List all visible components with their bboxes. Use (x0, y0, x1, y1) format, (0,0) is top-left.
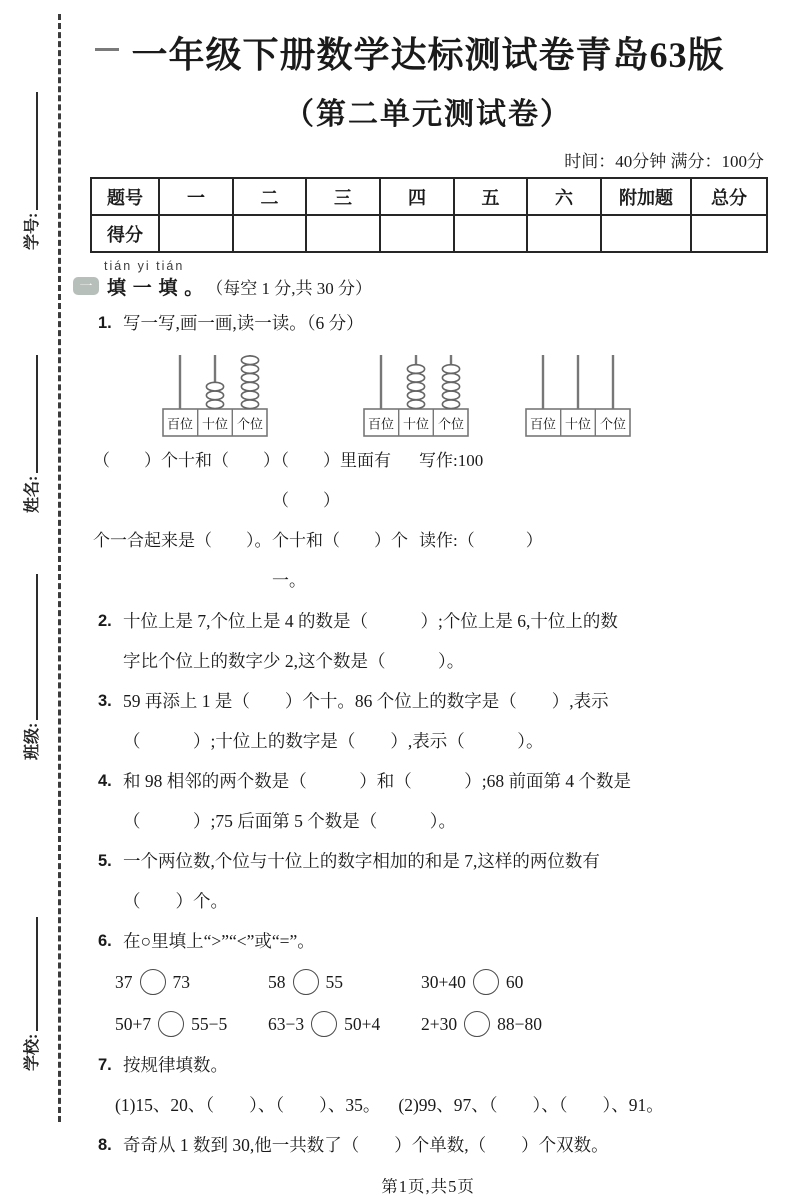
left-value: 63−3 (268, 1014, 305, 1034)
svg-text:个位: 个位 (437, 416, 465, 432)
class-label: 班级: (23, 722, 41, 760)
blank-line (22, 92, 38, 210)
comparison-item (115, 961, 268, 1003)
comparison-item (421, 1003, 766, 1045)
question-text-line: 字比个位上的数字少 2,这个数是（ ）。 (123, 651, 465, 671)
left-value: 58 (268, 972, 286, 992)
sidebar-field-student-number (17, 80, 43, 250)
col-three: 三 (306, 178, 380, 215)
comparison-circle (158, 1011, 184, 1037)
question-text-line: 和 98 相邻的两个数是（ ）和（ ）;68 前面第 4 个数是 (123, 771, 631, 791)
question-text-line: （ ）个。 (123, 891, 228, 911)
abacus-diagram-2 (363, 351, 469, 444)
abacus-diagram-3 (525, 351, 631, 444)
abacus-figures (90, 351, 766, 441)
right-value: 55 (325, 972, 343, 992)
comparison-circle (311, 1011, 337, 1037)
page-footer: 第1页,共5页 (381, 1177, 475, 1196)
question-number: 1. (98, 314, 112, 332)
name-label: 姓名: (23, 475, 41, 513)
question-6 (90, 921, 766, 961)
section-one-header (73, 273, 766, 299)
score-cell (601, 215, 691, 252)
question-number: 6. (98, 932, 112, 950)
score-cell (527, 215, 601, 252)
comparison-item (268, 961, 421, 1003)
question-number: 5. (98, 852, 112, 870)
question-7 (90, 1045, 766, 1085)
q1-blank-text: （ ）里面有（ ） (272, 451, 391, 510)
question-1 (90, 303, 766, 343)
exam-page (79, 0, 766, 1197)
score-cell (454, 215, 527, 252)
svg-text:个位: 个位 (599, 416, 627, 432)
svg-text:百位: 百位 (367, 416, 395, 432)
svg-text:个位: 个位 (236, 416, 264, 432)
q1-blank-text: 个一合起来是（ ）。 (93, 531, 272, 550)
score-label: 得分 (91, 215, 159, 252)
question-number: 4. (98, 772, 112, 790)
score-cell (233, 215, 306, 252)
question-text: 奇奇从 1 数到 30,他一共数了（ ）个单数,（ ）个双数。 (123, 1135, 609, 1155)
question-text: 写一写,画一画,读一读。（6 分） (123, 313, 364, 333)
right-value: 50+4 (344, 1014, 381, 1034)
question-text-line: 59 再添上 1 是（ ）个十。86 个位上的数字是（ ）,表示 (123, 691, 609, 711)
right-value: 73 (172, 972, 190, 992)
col-four: 四 (380, 178, 454, 215)
question-3 (90, 681, 766, 761)
question-4 (90, 761, 766, 841)
page-title: 一年级下册数学达标测试卷青岛63版 (131, 35, 725, 75)
school-label: 学校: (23, 1033, 41, 1071)
col-bonus: 附加题 (601, 178, 691, 215)
student-number-label: 学号: (23, 212, 41, 250)
sequence-item-2: (2)99、97、（ ）、（ ）、91。 (398, 1095, 664, 1115)
question-number: 2. (98, 612, 112, 630)
abacus-diagram-1 (162, 351, 268, 444)
blank-line (22, 355, 38, 473)
left-value: 30+40 (421, 972, 466, 992)
left-value: 37 (115, 972, 133, 992)
q6-comparison-row-1 (90, 961, 766, 1003)
comparison-circle (293, 969, 319, 995)
svg-text:百位: 百位 (529, 416, 557, 432)
comparison-item (268, 1003, 421, 1045)
question-text-line: （ ）;75 后面第 5 个数是（ ）。 (123, 811, 456, 831)
question-number: 3. (98, 692, 112, 710)
col-five: 五 (454, 178, 527, 215)
section-title: 填 一 填 。 (107, 277, 205, 299)
score-cell (306, 215, 380, 252)
question-text-line: 一个两位数,个位与十位上的数字相加的和是 7,这样的两位数有 (123, 851, 600, 871)
sequence-item-1: (1)15、20、（ ）、（ ）、35。 (115, 1095, 381, 1115)
question-number-header: 题号 (91, 178, 159, 215)
blank-line (22, 917, 38, 1031)
sidebar-field-school (17, 905, 43, 1071)
q6-comparison-row-2 (90, 1003, 766, 1045)
left-value: 2+30 (421, 1014, 458, 1034)
svg-text:十位: 十位 (201, 416, 229, 432)
question-2 (90, 601, 766, 681)
right-value: 60 (505, 972, 524, 992)
comparison-circle (140, 969, 166, 995)
score-cell (691, 215, 767, 252)
score-table-header-row (91, 178, 767, 215)
left-value: 50+7 (115, 1014, 152, 1034)
comparison-item (115, 1003, 268, 1045)
col-six: 六 (527, 178, 601, 215)
question-text: 按规律填数。 (123, 1055, 228, 1075)
question-text: 在○里填上“>”“<”或“=”。 (123, 931, 315, 951)
q1-blank-text: （ ）个十和（ ） (93, 451, 280, 470)
q1-read-as: 读作:（ ） (419, 531, 543, 550)
exam-meta: 时间：40分钟 满分：100分 (564, 152, 764, 171)
page-subtitle: （第二单元测试卷） (284, 98, 572, 131)
svg-text:百位: 百位 (166, 416, 194, 432)
question-8 (90, 1125, 766, 1165)
q7-sequence-items (90, 1085, 766, 1125)
score-cell (159, 215, 233, 252)
q1-answer-line-2 (90, 521, 766, 601)
sidebar-field-name (17, 343, 43, 513)
comparison-item (421, 961, 766, 1003)
comparison-circle (473, 969, 499, 995)
right-value: 55−5 (191, 1014, 228, 1034)
score-table-score-row (91, 215, 767, 252)
question-number: 7. (98, 1056, 112, 1074)
question-text-line: 十位上是 7,个位上是 4 的数是（ ）;个位上是 6,十位上的数 (123, 611, 618, 631)
right-value: 88−80 (497, 1014, 542, 1034)
q1-write-as: 写作:100 (419, 451, 484, 470)
q1-blank-text: 个十和（ ）个一。 (272, 531, 408, 590)
svg-text:十位: 十位 (402, 416, 430, 432)
dashed-cut-line (58, 14, 61, 1122)
comparison-circle (464, 1011, 490, 1037)
score-cell (380, 215, 454, 252)
q1-answer-line-1 (90, 441, 766, 521)
section-pinyin: tián yi tián (104, 259, 185, 273)
col-two: 二 (233, 178, 306, 215)
question-number: 8. (98, 1136, 112, 1154)
sidebar-field-class (17, 562, 43, 760)
col-total: 总分 (691, 178, 767, 215)
question-text-line: （ ）;十位上的数字是（ ）,表示（ ）。 (123, 731, 544, 751)
col-one: 一 (159, 178, 233, 215)
svg-text:十位: 十位 (564, 416, 592, 432)
question-5 (90, 841, 766, 921)
blank-line (22, 574, 38, 720)
score-table (90, 177, 768, 253)
section-points-note: （每空 1 分,共 30 分） (206, 278, 373, 298)
section-number-badge: 一 (73, 277, 99, 295)
